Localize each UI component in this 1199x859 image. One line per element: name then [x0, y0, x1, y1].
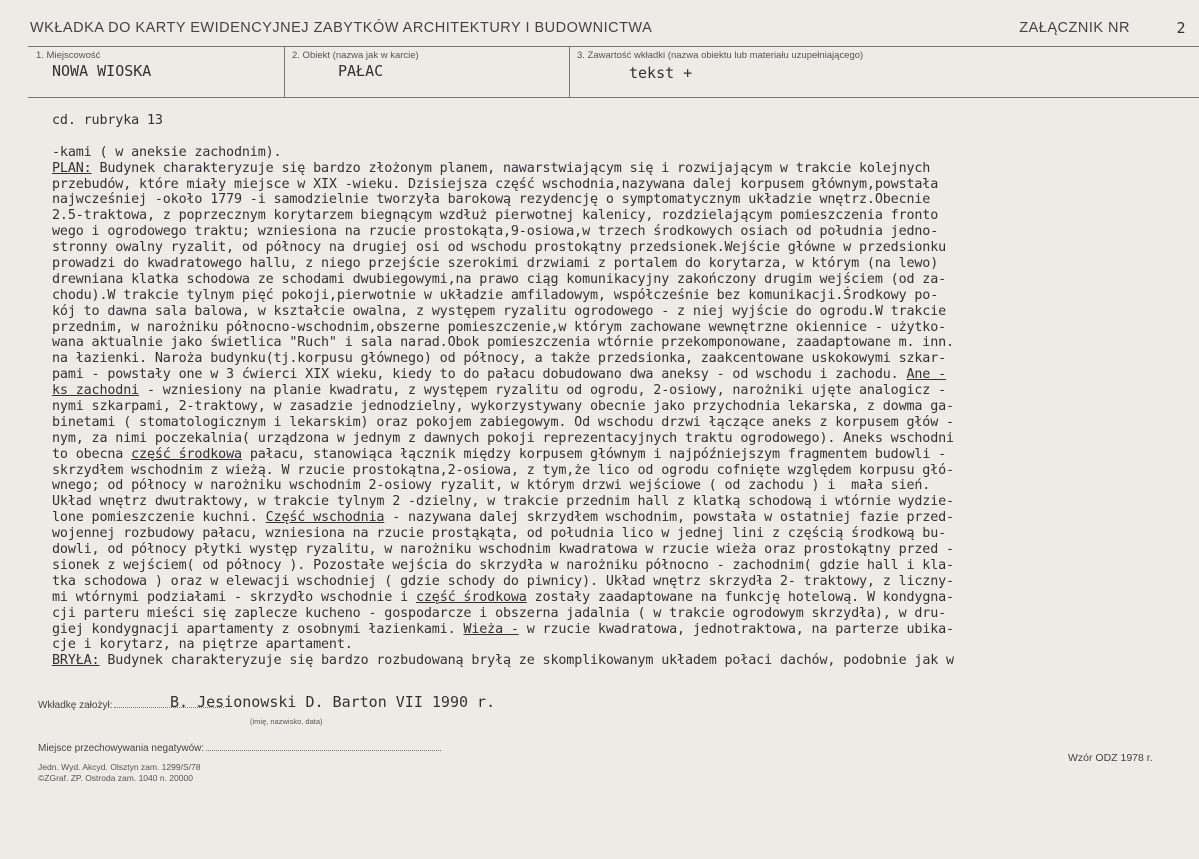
attachment-label: ZAŁĄCZNIK NR	[1019, 20, 1130, 36]
text-line: giej kondygnacji apartamenty z osobnymi łazienkami. Wieża - w rzucie kwadratowa, jednotraktowa, na parterze ubika-	[52, 621, 954, 637]
text-line: pami - powstały one w 3 ćwierci XIX wieku, kiedy to do pałacu dobudowano dwa aneksy - od wschodu i zachodu. Ane -	[52, 367, 947, 383]
text-line: cji parteru mieści się zaplecze kucheno - gospodarcze i obszerna jadalnia ( w trakcie ogrodowym skrzydła), w dru-	[52, 605, 947, 621]
prepared-by-note: (imię, nazwisko, data)	[250, 717, 323, 726]
prepared-by-value: B. Jesionowski D. Barton VII 1990 r.	[170, 693, 496, 711]
text-line: mi wtórnymi podziałami - skrzydło wschodnie i część środkowa zostały zaadaptowane na funkcję hotelową. W kondygna-	[52, 589, 954, 605]
field-content	[569, 47, 1199, 97]
text-line: kój to dawna sala balowa, w kształcie owalna, z występem ryzalitu ogrodowego - z niej wyjście do ogrodu.W trakcie	[52, 303, 947, 319]
text-line: PLAN: Budynek charakteryzuje się bardzo złożonym planem, nawarstwiającym się i rozwijającym w trakcie kolejnych	[52, 160, 931, 176]
text-line: to obecna część środkowa pałacu, stanowiąca łącznik między korpusem głównym i najpóźniejszym fragmentem budowli -	[52, 446, 947, 462]
text-line: skrzydłem wschodnim z wieżą. W rzucie prostokątna,2-osiowa, z tym,że lico od ogrodu cofnięte względem korpusu głó-	[52, 462, 954, 478]
text-line: nym, za nimi poczekalnia( urządzona w jednym z dawnych pokoji reprezentacyjnych traktu ogrodowego). Aneks wschodni	[52, 430, 954, 446]
field-object-value: PAŁAC	[338, 62, 384, 80]
text-line: najwcześniej -około 1779 -i samodzielnie tworzyła barokową rezydencję o symptomatycznym układzie wnętrz.Obecnie	[52, 192, 931, 208]
field-content-label: 3. Zawartość wkładki (nazwa obiektu lub materiału uzupełniającego)	[577, 50, 864, 61]
field-locality-label: 1. Miejscowość	[36, 50, 101, 61]
header-fields	[28, 46, 1199, 98]
text-line: wnego; od północy w narożniku wschodnim 2-osiowy ryzalit, w którym drzwi wejściowe ( od zachodu ) i mała sień.	[52, 478, 931, 494]
negatives-label: Miejsce przechowywania negatywów:	[38, 743, 205, 754]
text-line: tka schodowa ) oraz w elewacji wschodniej ( gdzie schody do piwnicy). Układ wnętrz skrzydła 2- traktowy, z liczny-	[52, 573, 954, 589]
text-line: stronny owalny ryzalit, od północy na drugiej osi od wschodu prostokątny przedsionek.Wejście główne w przedsionku	[52, 240, 947, 256]
text-line: drewniana klatka schodowa ze schodami dwubiegowymi,na prawo ciąg komunikacyjny zakończony drugim wejściem (od za-	[52, 271, 947, 287]
text-line: ks zachodni - wzniesiony na planie kwadratu, z występem ryzalitu od ogrodu, 2-osiowy, narożniki ujęte analogicz -	[52, 383, 947, 399]
text-line: BRYŁA: Budynek charakteryzuje się bardzo rozbudowaną bryłą ze skomplikowanym układem połaci dachów, podobnie jak w	[52, 653, 954, 669]
text-line: wojennej rozbudowy pałacu, wzniesiona na rzucie prostąkąta, od południa lico w jednej lini z częścią środkową bu-	[52, 526, 947, 542]
text-line: sionek z wejściem( od północy ). Pozostałe wejścia do skrzydła w narożniku północno - zachodnim( gdzie hall i kla-	[52, 557, 954, 573]
field-object	[284, 47, 570, 97]
typewritten-body	[52, 113, 1192, 669]
text-line: wego i ogrodowego traktu; wzniesiona na rzucie prostokąta,9-osiowa,w trzech środkowych osiach od południa jedno-	[52, 224, 939, 240]
negatives-row	[38, 743, 441, 754]
text-line: przebudów, które miały miejsce w XIX -wieku. Dzisiejsza część wschodnia,nazywana dalej korpusem głównym,powstała	[52, 176, 939, 192]
text-line: wana aktualnie jako świetlica "Ruch" i sala narad.Obok pomieszczenia wtórnie przekomponowane, zaadaptowane m. inn.	[52, 335, 954, 351]
text-line	[52, 129, 1192, 145]
text-line: binetami ( stomatologicznym i lekarskim) oraz pokojem zabiegowym. Od wschodu drzwi łączące aneks z korpusem głów -	[52, 414, 954, 430]
text-line: nymi szkarpami, 2-traktowy, w zasadzie jednodzielny, wykorzystywany obecnie jako przychodnia lekarska, z dowma ga-	[52, 399, 954, 415]
text-line: cje i korytarz, na piętrze apartament.	[52, 637, 353, 653]
negatives-dotted-line	[206, 750, 441, 751]
prepared-by-label: Wkładkę założył:	[38, 700, 113, 711]
attachment-number: 2	[1176, 19, 1186, 37]
text-line: dowli, od północy płytki występ ryzalitu, w narożniku wschodnim kwadratowa w rzucie wieża oraz prostokątny przed -	[52, 542, 954, 558]
text-line: prowadzi do kwadratowego hallu, z niego przejście szerokimi drzwiami z portalem do korytarza, w którym (na lewo)	[52, 256, 939, 272]
publisher-line-1: Jedn. Wyd. Akcyd. Olsztyn zam. 1299/S/78	[38, 762, 201, 772]
publisher-info	[38, 762, 200, 784]
card-title: WKŁADKA DO KARTY EWIDENCYJNEJ ZABYTKÓW ARCHITEKTURY I BUDOWNICTWA	[30, 20, 653, 36]
text-line: przednim, w narożniku północno-wschodnim,obszerne pomieszczenie,w którym zachowane wewnętrzne okiennice - użytko-	[52, 319, 947, 335]
text-line: na łazienki. Naroża budynku(tj.korpusu głównego) od północy, a także przedsionka, zaakcentowane uskokowymi szkar-	[52, 351, 947, 367]
card-header	[30, 20, 1190, 36]
field-locality	[28, 47, 285, 97]
text-line: cd. rubryka 13	[52, 113, 163, 128]
field-locality-value: NOWA WIOSKA	[52, 62, 152, 80]
field-object-label: 2. Obiekt (nazwa jak w karcie)	[292, 50, 419, 61]
publisher-line-2: ©ZGraf. ZP. Ostroda zam. 1040 n. 20000	[38, 773, 193, 783]
text-line: Układ wnętrz dwutraktowy, w trakcie tylnym 2 -dzielny, w trakcie przednim hall z klatką schodową i wtórnie wydzie-	[52, 494, 954, 510]
text-line: chodu).W trakcie tylnym pięć pokoji,pierwotnie w układzie amfiladowym, współcześnie bez komunikacji.Środkowy po-	[52, 287, 939, 303]
form-label: Wzór ODZ 1978 r.	[1068, 752, 1153, 764]
text-line: -kami ( w aneksie zachodnim).	[52, 144, 282, 160]
text-line: 2.5-traktowa, z poprzecznym korytarzem biegnącym wzdłuż pierwotnej kalenicy, rozdzielającym pomieszczenia fronto	[52, 208, 939, 224]
text-line: lone pomieszczenie kuchni. Część wschodnia - nazywana dalej skrzydłem wschodnim, powstała w ostatniej fazie przed-	[52, 510, 954, 526]
field-content-value: tekst +	[629, 64, 693, 82]
